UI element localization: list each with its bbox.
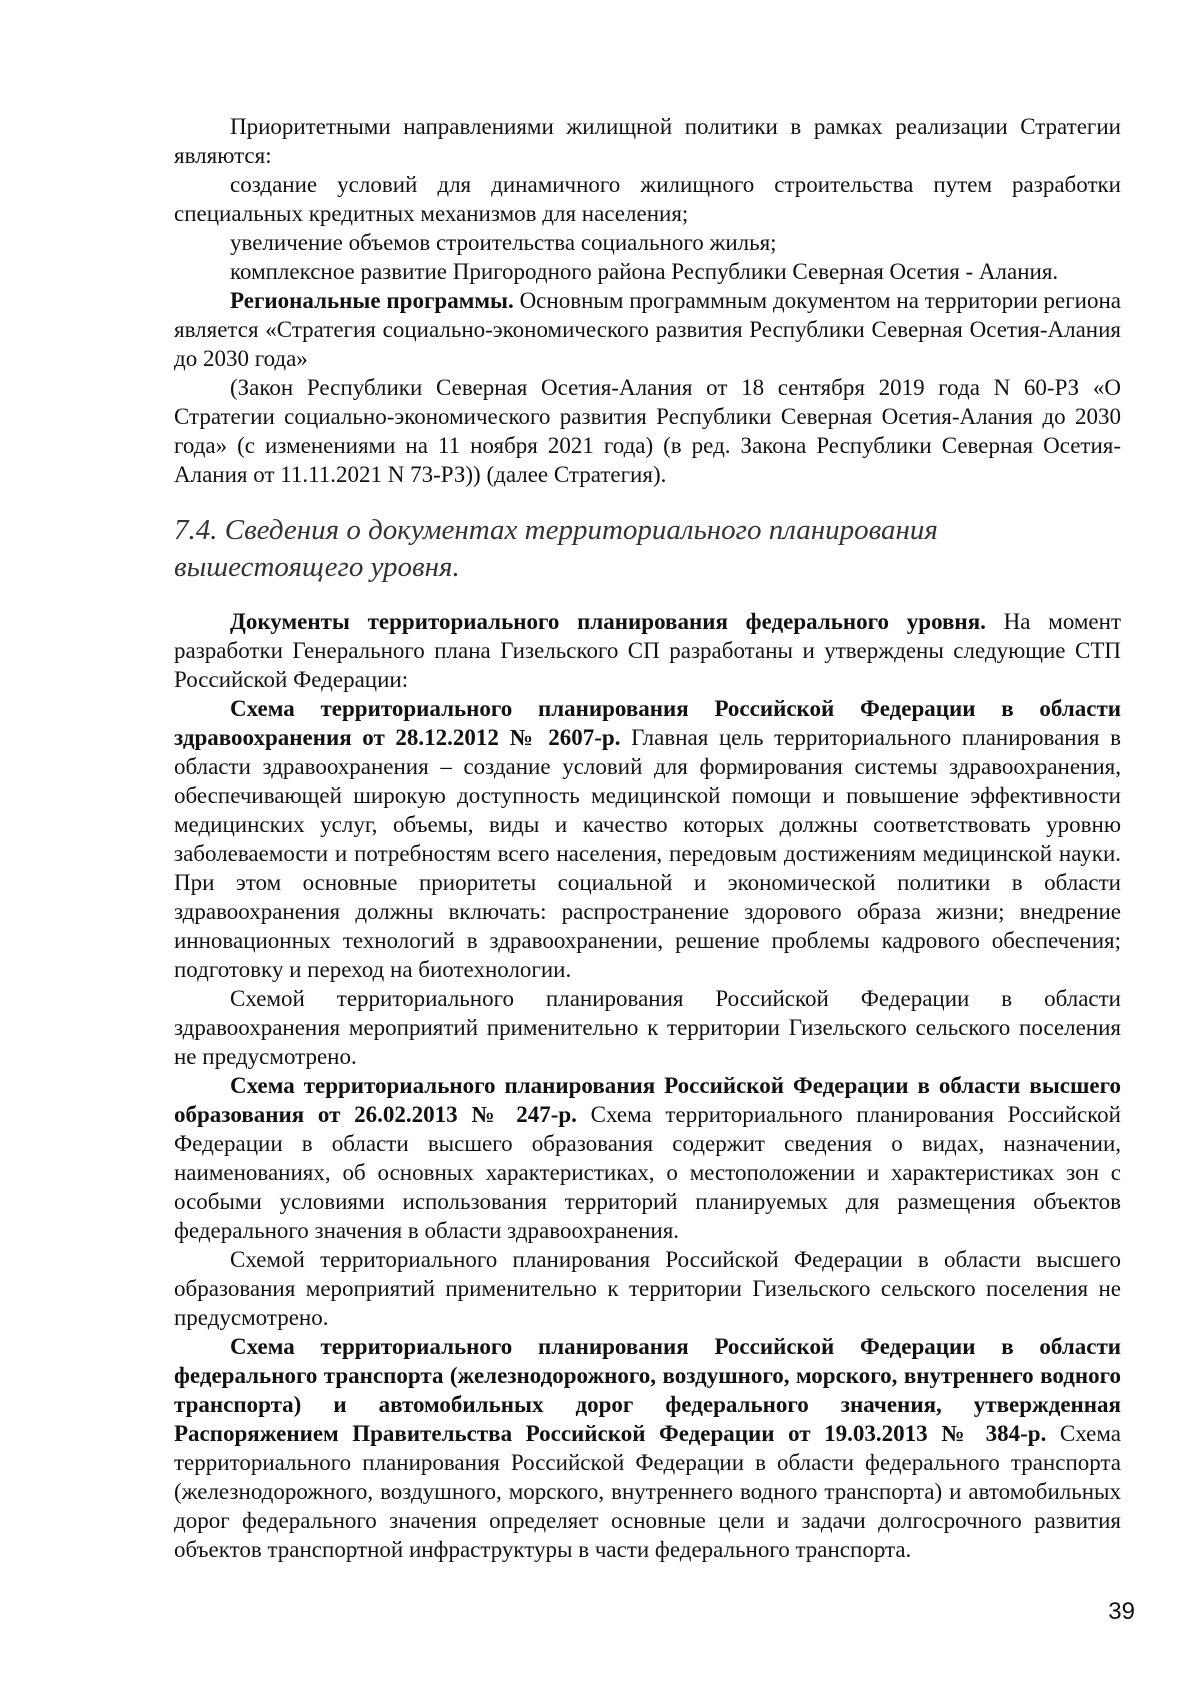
paragraph-text: комплексное развитие Пригородного района Республики Северная Осетия - Алания.: [230, 259, 1059, 284]
paragraph: [174, 112, 1121, 170]
paragraph: [174, 984, 1121, 1071]
paragraph-text: Главная цель территориального планирования в области здравоохранения – создание условий для формирования системы здравоохранения, обеспечивающей широкую доступность медицинской помощи и повышение эффективности медицинских услуг, объемы, виды и качество которых должны соответствовать уровню заболеваемости и потребностям всего населения, передовым достижениям медицинской науки. При этом основные приоритеты социальной и экономической политики в области здравоохранения должны включать: распространение здорового образа жизни; внедрение инновационных технологий в здравоохранении, решение проблемы кадрового обеспечения; подготовку и переход на биотехнологии.: [174, 725, 1121, 982]
paragraph-text: Схемой территориального планирования Российской Федерации в области высшего образования мероприятий применительно к территории Гизельского сельского поселения не предусмотрено.: [174, 1247, 1121, 1330]
paragraph: [174, 286, 1121, 373]
paragraph-text: Приоритетными направлениями жилищной политики в рамках реализации Стратегии являются:: [174, 114, 1121, 168]
paragraph-text: Схема территориального планирования Российской Федерации в области высшего образования содержит сведения о видах, назначении, наименованиях, об основных характеристиках, о местоположении и характеристиках зон с особыми условиями использования территорий планируемых для размещения объектов федерального значения в области здравоохранения.: [174, 1102, 1121, 1243]
paragraph: [174, 1332, 1121, 1564]
paragraph-text: Схема территориального планирования Российской Федерации в области федерального транспорта (железнодорожного, воздушного, морского, внутреннего водного транспорта) и автомобильных дорог федерального значения определяет основные цели и задачи долгосрочного развития объектов транспортной инфраструктуры в части федерального транспорта.: [174, 1421, 1121, 1562]
paragraph: [174, 1245, 1121, 1332]
paragraph: [174, 1071, 1121, 1245]
paragraph: [174, 607, 1121, 694]
paragraph-text: Основным программным документом на территории региона является «Стратегия социально-экономического развития Республики Северная Осетия-Алания до 2030 года»: [174, 288, 1121, 371]
paragraph-text: (Закон Республики Северная Осетия-Алания от 18 сентября 2019 года N 60-РЗ «О Стратегии социально-экономического развития Республики Северная Осетия-Алания до 2030 года» (с изменениями на 11 ноября 2021 года) (в ред. Закона Республики Северная Осетия-Алания от 11.11.2021 N 73-РЗ)) (далее Стратегия).: [174, 375, 1121, 487]
paragraph-bold-lead: Схема территориального планирования Российской Федерации в области высшего образования от 26.02.2013 № 247-р.: [174, 1073, 1121, 1127]
paragraph-bold-lead: Документы территориального планирования федерального уровня.: [230, 609, 986, 634]
paragraph-bold-lead: Региональные программы.: [230, 288, 514, 313]
section-heading: 7.4. Сведения о документах территориального планирования вышестоящего уровня.: [174, 514, 938, 583]
paragraph: [174, 228, 1121, 257]
paragraph-bold-lead: Схема территориального планирования Российской Федерации в области здравоохранения от 28.12.2012 № 2607-р.: [174, 696, 1121, 750]
page-number: 39: [1108, 1598, 1135, 1625]
paragraph-text: создание условий для динамичного жилищного строительства путем разработки специальных кредитных механизмов для населения;: [174, 172, 1121, 226]
paragraph-text: Схемой территориального планирования Российской Федерации в области здравоохранения мероприятий применительно к территории Гизельского сельского поселения не предусмотрено.: [174, 986, 1121, 1069]
paragraph: [174, 170, 1121, 228]
document-page: [174, 112, 1121, 1564]
spacer: [174, 586, 1121, 607]
paragraph-bold-lead: Схема территориального планирования Российской Федерации в области федерального транспорта (железнодорожного, воздушного, морского, внутреннего водного транспорта) и автомобильных дорог федерального значения, утвержденная Распоряжением Правительства Российской Федерации от 19.03.2013 № 384-р.: [174, 1334, 1121, 1446]
paragraph-text: увеличение объемов строительства социального жилья;: [230, 230, 777, 255]
paragraph: [174, 257, 1121, 286]
paragraph-text: На момент разработки Генерального плана Гизельского СП разработаны и утверждены следующие СТП Российской Федерации:: [174, 609, 1122, 692]
paragraph: [174, 373, 1121, 489]
paragraph: [174, 694, 1121, 984]
